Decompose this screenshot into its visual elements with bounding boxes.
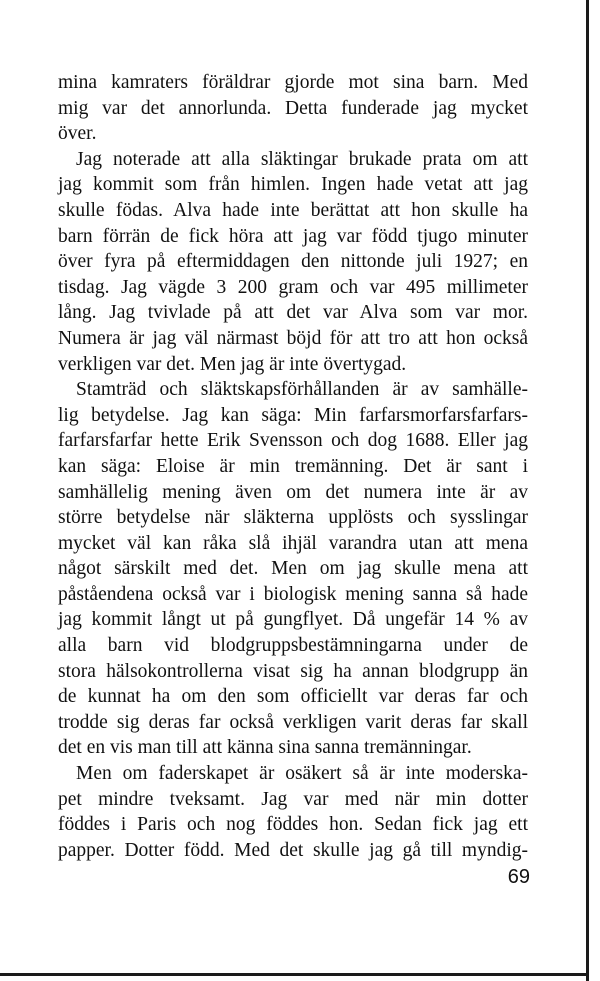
text-line: över fyra på eftermiddagen den nittonde juli 1927; en xyxy=(58,251,528,273)
text-line: Men om faderskapet är osäkert så är inte moderska- xyxy=(76,763,528,785)
text-line: de kunnat ha om den som officiellt var deras far och xyxy=(58,686,528,708)
text-line: det en vis man till att känna sina sanna tremänningar. xyxy=(58,737,472,759)
text-line: över. xyxy=(58,123,97,145)
paragraph xyxy=(58,761,528,863)
text-line: jag kommit som från himlen. Ingen hade vetat att jag xyxy=(58,174,528,196)
text-line: verkligen var det. Men jag är inte övertygad. xyxy=(58,353,407,375)
text-line: mina kamraters föräldrar gjorde mot sina barn. Med xyxy=(58,72,528,93)
text-line: tisdag. Jag vägde 3 200 gram och var 495 millimeter xyxy=(58,276,528,298)
text-line: påståendena också var i biologisk mening sanna så hade xyxy=(58,583,528,605)
text-line: stora hälsokontrollerna visat sig ha annan blodgrupp än xyxy=(58,660,528,682)
text-line: föddes i Paris och nog föddes hon. Sedan fick jag ett xyxy=(58,814,528,836)
body-text xyxy=(58,70,528,863)
text-line: lång. Jag tvivlade på att det var Alva som var mor. xyxy=(58,302,528,324)
text-line: jag kommit långt ut på gungflyet. Då ungefär 14 % av xyxy=(58,609,528,631)
paragraph xyxy=(58,147,528,377)
paragraph xyxy=(58,70,528,147)
paragraph xyxy=(58,377,528,761)
text-line: farfarsfarfar hette Erik Svensson och dog 1688. Eller jag xyxy=(58,430,528,452)
text-line: papper. Dotter född. Med det skulle jag gå till myndig- xyxy=(58,839,528,861)
text-line: lig betydelse. Jag kan säga: Min farfarsmorfarsfarfars- xyxy=(58,404,528,426)
text-line: barn förrän de fick höra att jag var född tjugo minuter xyxy=(58,225,528,247)
text-line: mycket väl kan råka slå ihjäl varandra utan att mena xyxy=(58,532,528,554)
text-line: mig var det annorlunda. Detta funderade jag mycket xyxy=(58,97,528,119)
text-line: Jag noterade att alla släktingar brukade prata om att xyxy=(76,148,528,170)
text-line: större betydelse när släkterna upplösts och sysslingar xyxy=(58,507,528,529)
text-line: Numera är jag väl närmast böjd för att tro att hon också xyxy=(58,327,528,349)
text-line: Stamträd och släktskapsförhållanden är av samhälle- xyxy=(76,379,528,401)
text-line: samhällelig mening även om det numera inte är av xyxy=(58,481,528,503)
page-number: 69 xyxy=(507,866,530,888)
text-line: pet mindre tveksamt. Jag var med när min dotter xyxy=(58,788,528,810)
text-line: alla barn vid blodgruppsbestämningarna under de xyxy=(58,635,528,657)
text-line: kan säga: Eloise är min tremänning. Det är sant i xyxy=(58,455,528,477)
text-line: trodde sig deras far också verkligen varit deras far skall xyxy=(58,711,528,733)
text-line: något särskilt med det. Men om jag skulle mena att xyxy=(58,558,528,580)
text-line: skulle födas. Alva hade inte berättat att hon skulle ha xyxy=(58,199,528,221)
